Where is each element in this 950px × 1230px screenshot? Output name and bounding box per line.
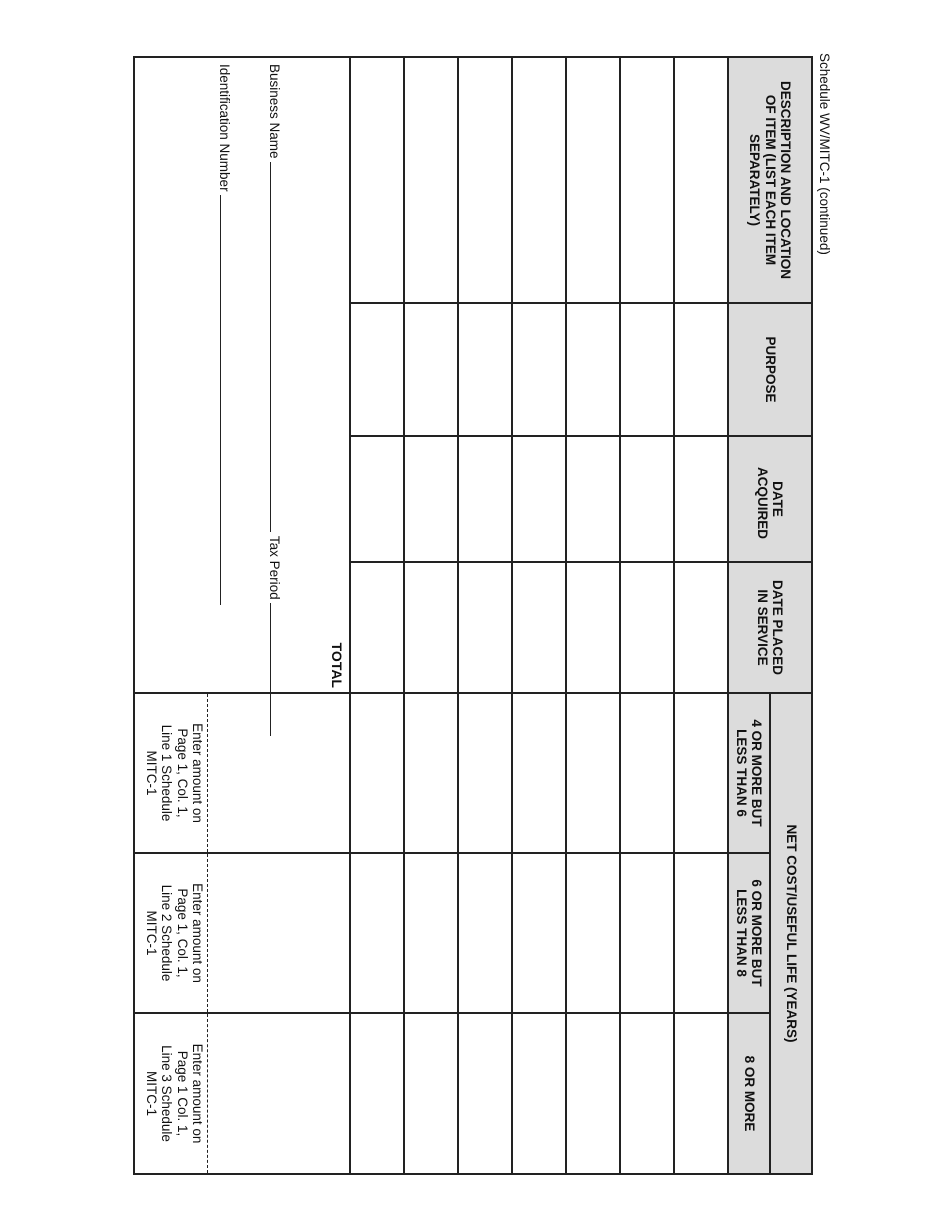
cell-date-placed[interactable] xyxy=(404,562,458,693)
cell-date-acquired[interactable] xyxy=(350,436,404,562)
header-col-6-to-8: 6 OR MORE BUT LESS THAN 8 xyxy=(728,853,770,1013)
amount-note-col-3: Enter amount on Page 1 Col. 1, Line 3 Schedule MITC-1 xyxy=(144,1043,205,1144)
equipment-schedule-table xyxy=(133,56,813,1175)
cell-description[interactable] xyxy=(458,57,512,303)
header-net-cost-useful-life: NET COST/USEFUL LIFE (YEARS) xyxy=(770,693,812,1174)
cell-purpose[interactable] xyxy=(350,303,404,436)
header-col-4-to-6: 4 OR MORE BUT LESS THAN 6 xyxy=(728,693,770,853)
tax-period-label: Tax Period xyxy=(267,535,282,600)
cell-amount-6-8[interactable] xyxy=(566,853,620,1013)
cell-date-placed[interactable] xyxy=(674,562,728,693)
identification-number-row xyxy=(217,64,233,605)
cell-amount-8-plus[interactable] xyxy=(674,1013,728,1174)
cell-amount-6-8[interactable] xyxy=(458,853,512,1013)
cell-amount-8-plus[interactable] xyxy=(458,1013,512,1174)
total-amount-col-3[interactable] xyxy=(207,1014,340,1173)
identification-number-label: Identification Number xyxy=(217,64,232,192)
cell-date-placed[interactable] xyxy=(512,562,566,693)
cell-amount-4-6[interactable] xyxy=(458,693,512,853)
total-col-3 xyxy=(134,1013,350,1174)
identification-number-field[interactable] xyxy=(220,195,233,605)
cell-description[interactable] xyxy=(404,57,458,303)
table-row xyxy=(512,57,566,1174)
cell-amount-8-plus[interactable] xyxy=(512,1013,566,1174)
cell-amount-6-8[interactable] xyxy=(350,853,404,1013)
amount-note-col-2: Enter amount on Page 1, Col. 1, Line 2 Schedule MITC-1 xyxy=(144,883,205,983)
header-col-8-or-more: 8 OR MORE xyxy=(728,1013,770,1174)
business-name-field[interactable] xyxy=(270,162,283,532)
cell-date-placed[interactable] xyxy=(350,562,404,693)
cell-description[interactable] xyxy=(674,57,728,303)
data-rows xyxy=(350,57,728,1174)
cell-amount-4-6[interactable] xyxy=(404,693,458,853)
cell-amount-8-plus[interactable] xyxy=(620,1013,674,1174)
table-row xyxy=(674,57,728,1174)
cell-date-acquired[interactable] xyxy=(458,436,512,562)
header-purpose: PURPOSE xyxy=(728,303,812,436)
cell-amount-4-6[interactable] xyxy=(620,693,674,853)
cell-date-acquired[interactable] xyxy=(674,436,728,562)
cell-amount-4-6[interactable] xyxy=(512,693,566,853)
cell-description[interactable] xyxy=(620,57,674,303)
header-date-placed-in-service: DATE PLACED IN SERVICE xyxy=(728,562,812,693)
cell-amount-6-8[interactable] xyxy=(512,853,566,1013)
cell-amount-6-8[interactable] xyxy=(404,853,458,1013)
table-row xyxy=(566,57,620,1174)
business-name-row xyxy=(267,64,283,736)
cell-amount-8-plus[interactable] xyxy=(404,1013,458,1174)
cell-date-placed[interactable] xyxy=(458,562,512,693)
cell-amount-6-8[interactable] xyxy=(620,853,674,1013)
cell-date-acquired[interactable] xyxy=(404,436,458,562)
cell-date-acquired[interactable] xyxy=(620,436,674,562)
cell-purpose[interactable] xyxy=(674,303,728,436)
header-date-acquired: DATE ACQUIRED xyxy=(728,436,812,562)
total-col-2 xyxy=(134,853,350,1013)
cell-amount-4-6[interactable] xyxy=(350,693,404,853)
cell-purpose[interactable] xyxy=(566,303,620,436)
cell-description[interactable] xyxy=(566,57,620,303)
tax-period-field[interactable] xyxy=(270,603,283,736)
header-description: DESCRIPTION AND LOCATION OF ITEM (LIST EACH ITEM SEPARATELY) xyxy=(728,57,812,303)
cell-amount-6-8[interactable] xyxy=(674,853,728,1013)
cell-purpose[interactable] xyxy=(458,303,512,436)
footer-info-area xyxy=(134,57,350,693)
cell-purpose[interactable] xyxy=(404,303,458,436)
cell-description[interactable] xyxy=(512,57,566,303)
cell-amount-8-plus[interactable] xyxy=(350,1013,404,1174)
business-name-label: Business Name xyxy=(267,64,282,159)
schedule-caption: Schedule WV/MITC-1 (continued) xyxy=(817,53,832,255)
cell-date-placed[interactable] xyxy=(620,562,674,693)
cell-amount-8-plus[interactable] xyxy=(566,1013,620,1174)
total-label: TOTAL xyxy=(329,642,345,688)
table-row xyxy=(458,57,512,1174)
total-amount-col-2[interactable] xyxy=(207,854,340,1012)
cell-amount-4-6[interactable] xyxy=(566,693,620,853)
total-col-1 xyxy=(134,693,350,853)
table-row xyxy=(620,57,674,1174)
cell-amount-4-6[interactable] xyxy=(674,693,728,853)
amount-note-col-1: Enter amount on Page 1, Col. 1, Line 1 Schedule MITC-1 xyxy=(144,723,205,823)
table-row xyxy=(404,57,458,1174)
cell-purpose[interactable] xyxy=(512,303,566,436)
cell-purpose[interactable] xyxy=(620,303,674,436)
cell-date-acquired[interactable] xyxy=(566,436,620,562)
cell-date-acquired[interactable] xyxy=(512,436,566,562)
table-row xyxy=(350,57,404,1174)
cell-date-placed[interactable] xyxy=(566,562,620,693)
cell-description[interactable] xyxy=(350,57,404,303)
